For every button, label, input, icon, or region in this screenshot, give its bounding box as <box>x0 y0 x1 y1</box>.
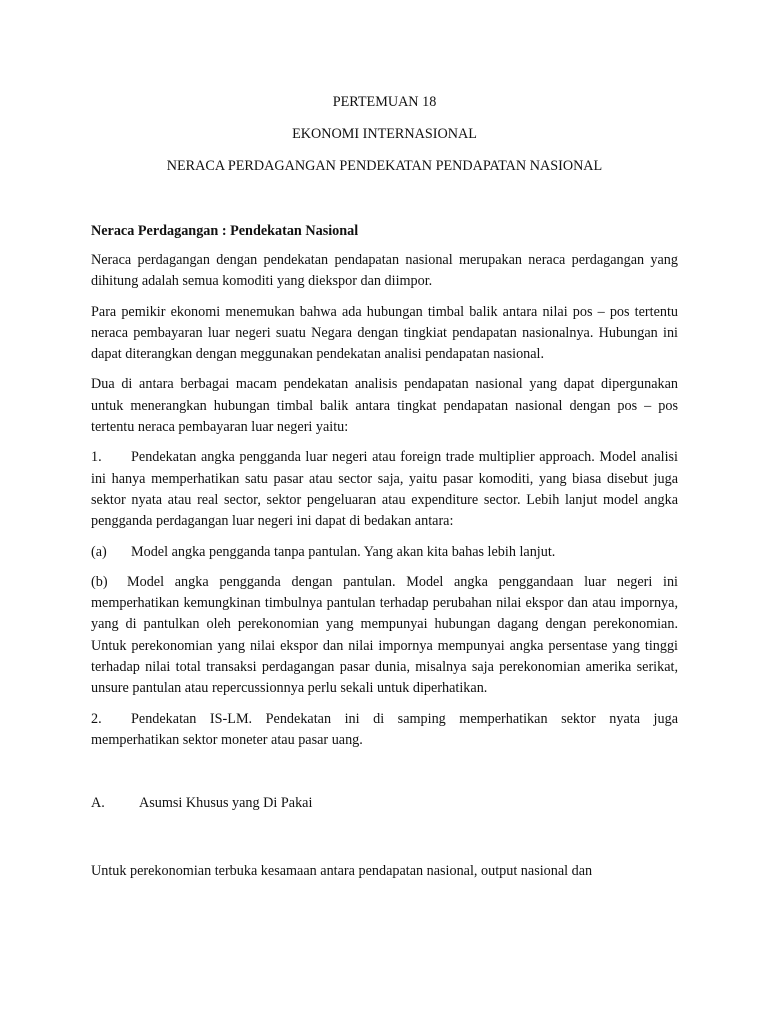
title-pertemuan: PERTEMUAN 18 <box>332 94 437 110</box>
list-item-b-text: Model angka pengganda dengan pantulan. Model angka penggandaan luar negeri ini memperhatikan kemungkinan timbulnya pantulan terhadap perubahan nilai ekspor dan atau impornya, yang di pantulkan oleh perekonomian yang mempunyai hubungan dagang dengan perekonomian. Untuk perekonomian yang nilai ekspor dan nilai impornya mempunyai angka persentase yang tinggi terhadap nilai total transaksi perdagangan pasar dunia, misalnya saja perekonomian amerika serikat, unsure pantulan atau repercussionnya perlu sekali untuk diperhatikan. <box>91 573 678 697</box>
paragraph-2: Para pemikir ekonomi menemukan bahwa ada hubungan timbal balik antara nilai pos – pos tertentu neraca pembayaran luar negeri suatu Negara dengan tingkiat pendapatan nasionalnya. Hubungan ini dapat diterangkan dengan meggunakan pendekatan analisi pendapatan nasional. <box>91 303 678 363</box>
list-item-2-number: 2. <box>91 710 102 727</box>
section-a-title: Asumsi Khusus yang Di Pakai <box>139 795 313 812</box>
last-paragraph: Untuk perekonomian terbuka kesamaan antara pendapatan nasional, output nasional dan <box>91 863 593 880</box>
list-item-2 <box>91 709 678 752</box>
list-item-1 <box>91 447 678 532</box>
list-item-1-number: 1. <box>91 449 102 466</box>
section-heading: Neraca Perdagangan : Pendekatan Nasional <box>91 223 359 239</box>
document-page <box>91 93 678 892</box>
paragraph-3: Dua di antara berbagai macam pendekatan analisis pendapatan nasional yang dapat dipergunakan untuk menerangkan hubungan timbal balik antara tingkat pendapatan nasional dengan pos – pos tertentu neraca pembayaran luar negeri yaitu: <box>91 376 678 436</box>
list-item-a-number: (a) <box>91 543 107 560</box>
paragraph-1: Neraca perdagangan dengan pendekatan pendapatan nasional merupakan neraca perdagangan yang dihitung adalah semua komoditi yang diekspor dan diimpor. <box>91 252 678 290</box>
section-a-number: A. <box>91 795 105 812</box>
section-a-heading <box>91 793 678 814</box>
list-item-b-number: (b) <box>91 573 108 590</box>
list-item-1-text: Pendekatan angka pengganda luar negeri atau foreign trade multiplier approach. Model analisi ini hanya memperhatikan satu pasar atau sector saja, yaitu pasar komoditi, yang biasa disebut juga sektor nyata atau real sector, sektor pengeluaran atau expenditure sector. Lebih lanjut model angka pengganda perdagangan luar negeri ini dapat di bedakan antara: <box>91 449 678 530</box>
list-item-2-text: Pendekatan IS-LM. Pendekatan ini di samping memperhatikan sektor nyata juga memperhatikan sektor moneter atau pasar uang. <box>91 710 678 748</box>
list-item-b <box>91 572 678 700</box>
title-neraca: NERACA PERDAGANGAN PENDEKATAN PENDAPATAN NASIONAL <box>166 158 603 174</box>
list-item-a-text: Model angka pengganda tanpa pantulan. Yang akan kita bahas lebih lanjut. <box>131 543 556 560</box>
title-ekonomi: EKONOMI INTERNASIONAL <box>292 126 477 142</box>
list-item-a <box>91 542 678 563</box>
